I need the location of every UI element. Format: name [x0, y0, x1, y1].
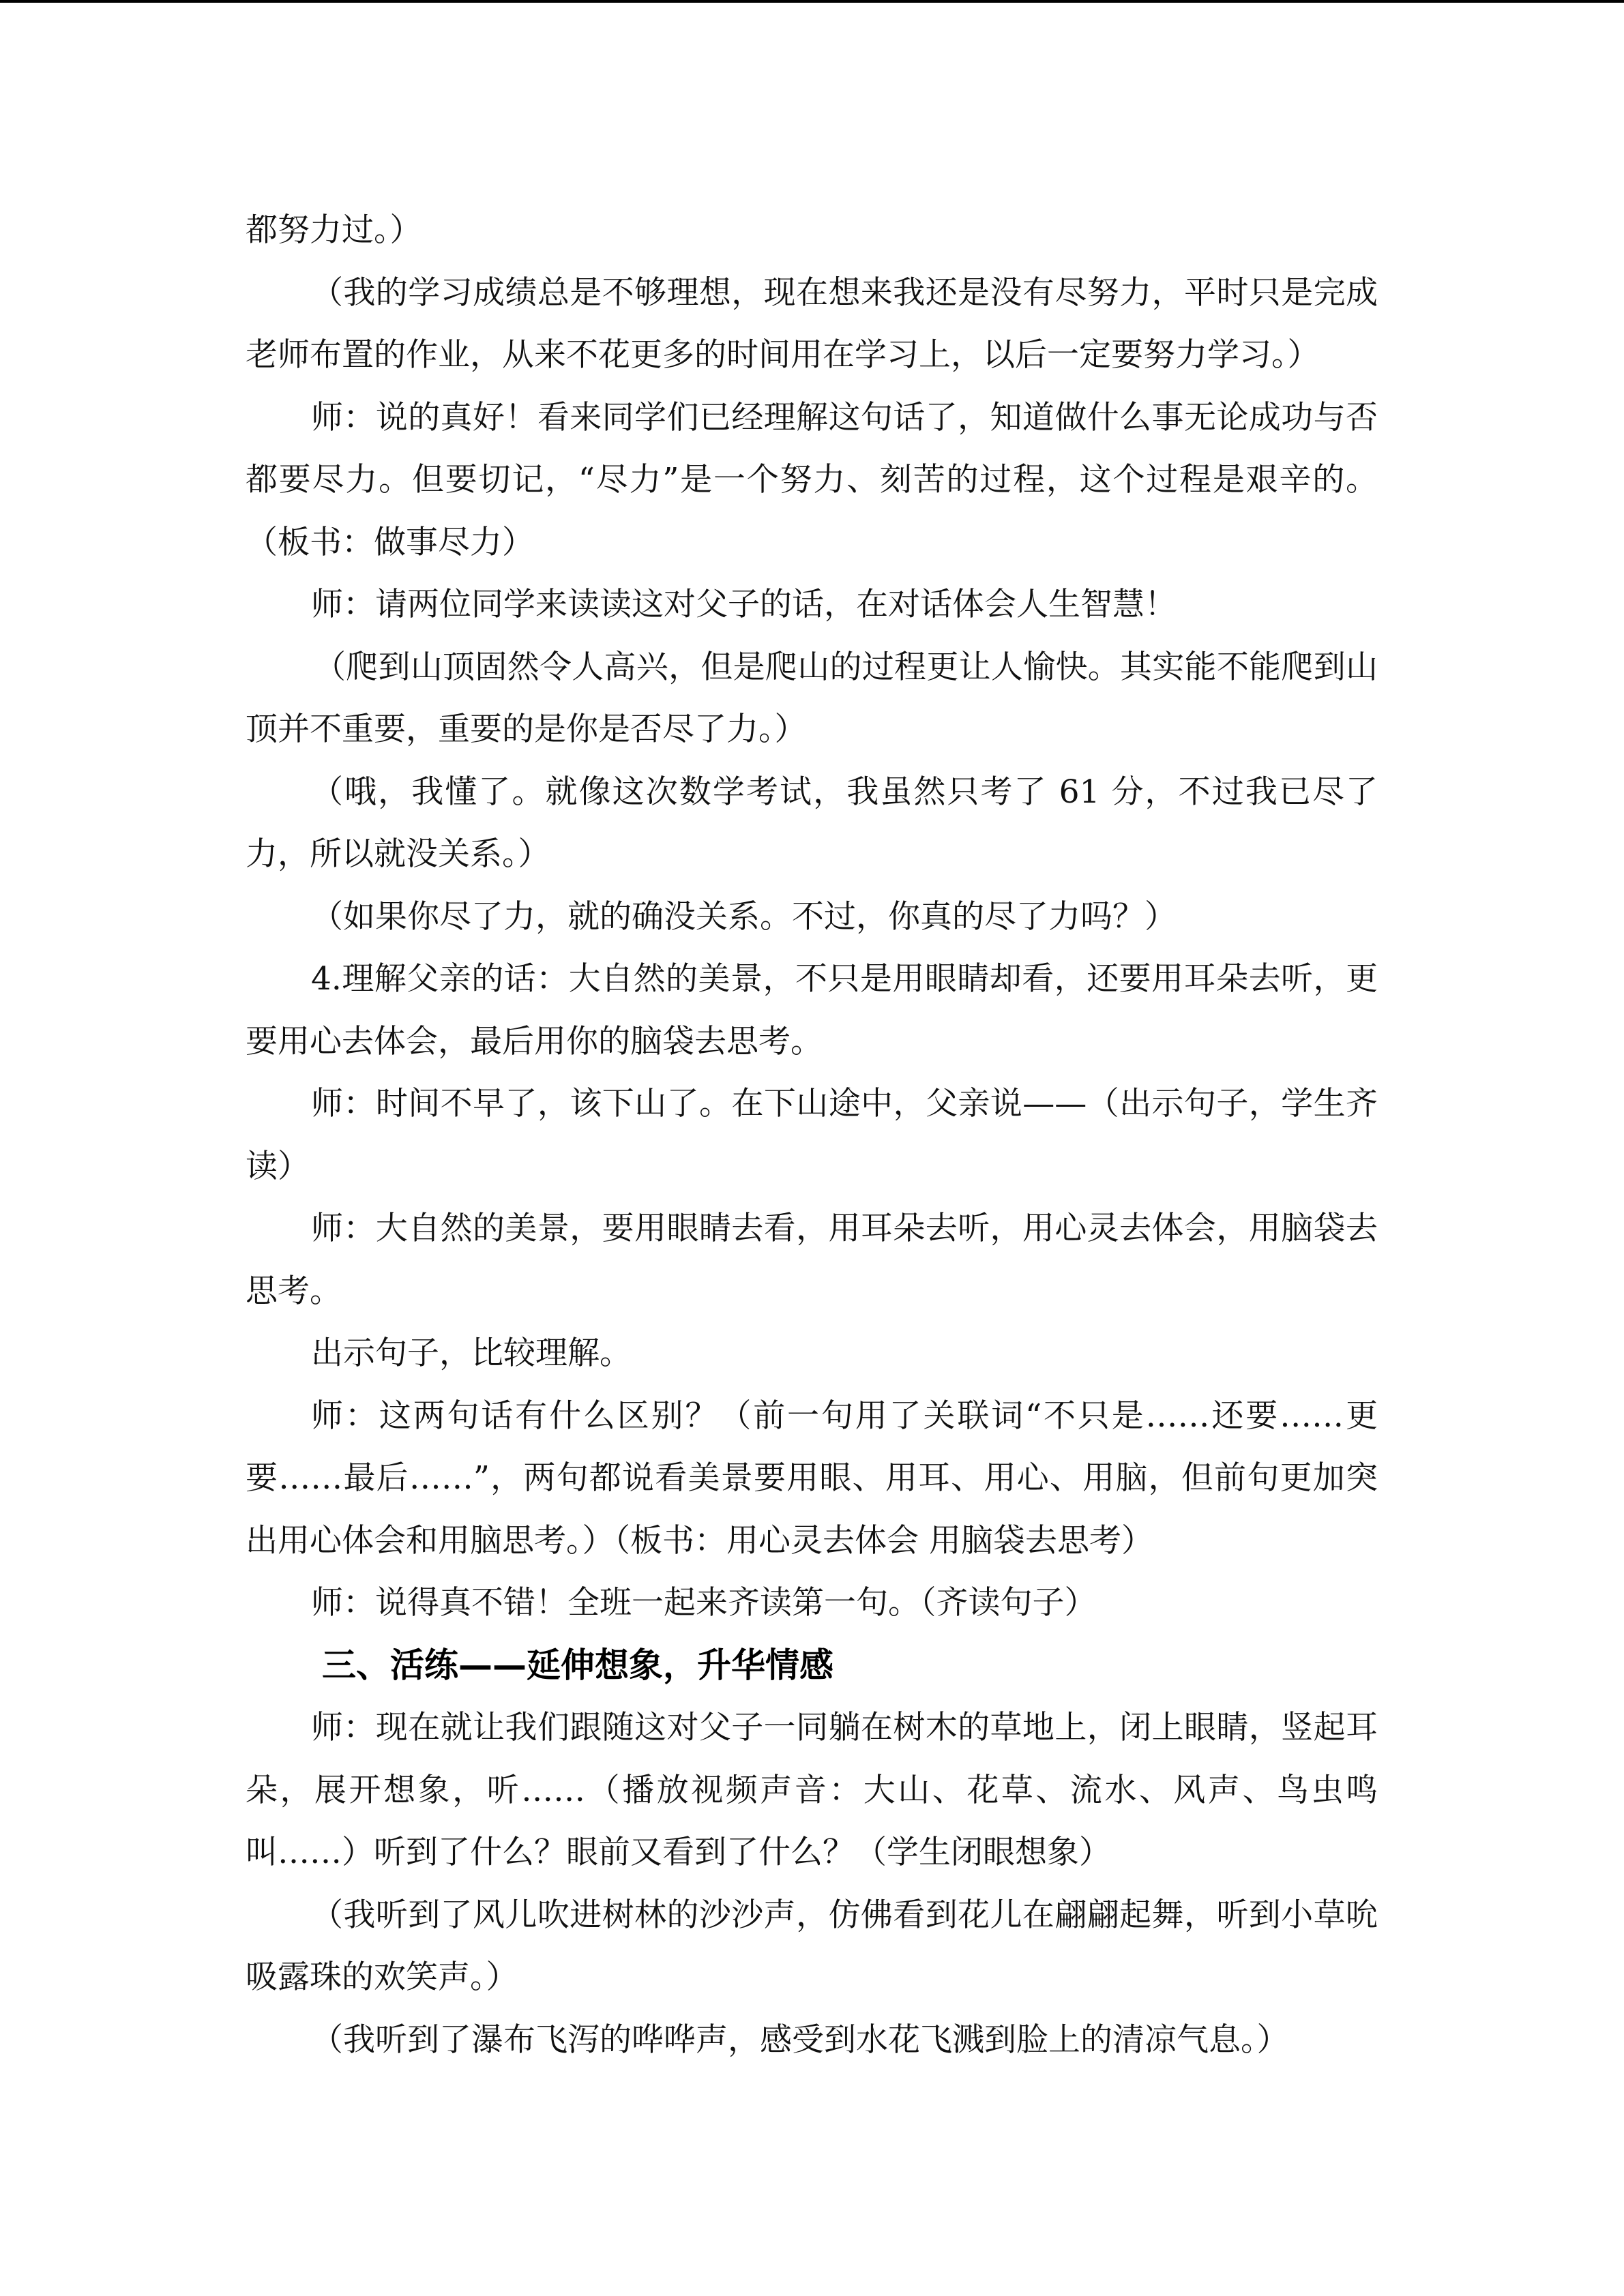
- top-border-line: [0, 0, 1624, 3]
- paragraph: 师：请两位同学来读读这对父子的话，在对话体会人生智慧！: [311, 586, 1177, 623]
- paragraph: （我的学习成绩总是不够理想，现在想来我还是没有尽努力，平时只是完成老师布置的作业，从来不花更多的时间用在学习上，以后一定要努力学习。）: [246, 273, 1378, 374]
- document-body: [246, 199, 1378, 2071]
- paragraph: 师：现在就让我们跟随这对父子一同躺在树木的草地上，闭上眼睛，竖起耳朵，展开想象，听……（播放视频声音：大山、花草、流水、风声、鸟虫鸣叫……）听到了什么？眼前又看到了什么？（学生闭眼想象）: [246, 1709, 1378, 1871]
- paragraph: （哦，我懂了。就像这次数学考试，我虽然只考了 61 分，不过我已尽了力，所以就没关系。）: [246, 773, 1378, 873]
- paragraph: （爬到山顶固然令人高兴，但是爬山的过程更让人愉快。其实能不能爬到山顶并不重要，重要的是你是否尽了力。）: [246, 648, 1378, 748]
- paragraph: 师：时间不早了，该下山了。在下山途中，父亲说——（出示句子，学生齐读）: [246, 1085, 1378, 1185]
- paragraph: 出示句子，比较理解。: [311, 1335, 632, 1372]
- paragraph: 师：说的真好！看来同学们已经理解这句话了，知道做什么事无论成功与否都要尽力。但要切记，“尽力”是一个努力、刻苦的过程，这个过程是艰辛的。（板书：做事尽力）: [246, 398, 1378, 561]
- paragraph: 师：说得真不错！全班一起来齐读第一句。（齐读句子）: [311, 1584, 1097, 1622]
- paragraph: 都努力过。）: [246, 211, 422, 249]
- paragraph: （如果你尽了力，就的确没关系。不过，你真的尽了力吗？）: [311, 897, 1177, 936]
- paragraph: 师：大自然的美景，要用眼睛去看，用耳朵去听，用心灵去体会，用脑袋去思考。: [246, 1210, 1378, 1310]
- paragraph: 4.理解父亲的话：大自然的美景，不只是用眼睛却看，还要用耳朵去听，更要用心去体会，最后用你的脑袋去思考。: [246, 960, 1378, 1060]
- section-heading: 三、活练——延伸想象，升华情感: [322, 1645, 833, 1685]
- paragraph: （我听到了风儿吹进树林的沙沙声，仿佛看到花儿在翩翩起舞，听到小草吮吸露珠的欢笑声。）: [246, 1896, 1378, 1996]
- paragraph: （我听到了瀑布飞泻的哗哗声，感受到水花飞溅到脸上的清凉气息。）: [311, 2021, 1289, 2059]
- paragraph: 师：这两句话有什么区别？（前一句用了关联词“不只是……还要……更要……最后……”，两句都说看美景要用眼、用耳、用心、用脑，但前句更加突出用心体会和用脑思考。）（板书：用心灵去体会 用脑袋去思考）: [246, 1397, 1378, 1560]
